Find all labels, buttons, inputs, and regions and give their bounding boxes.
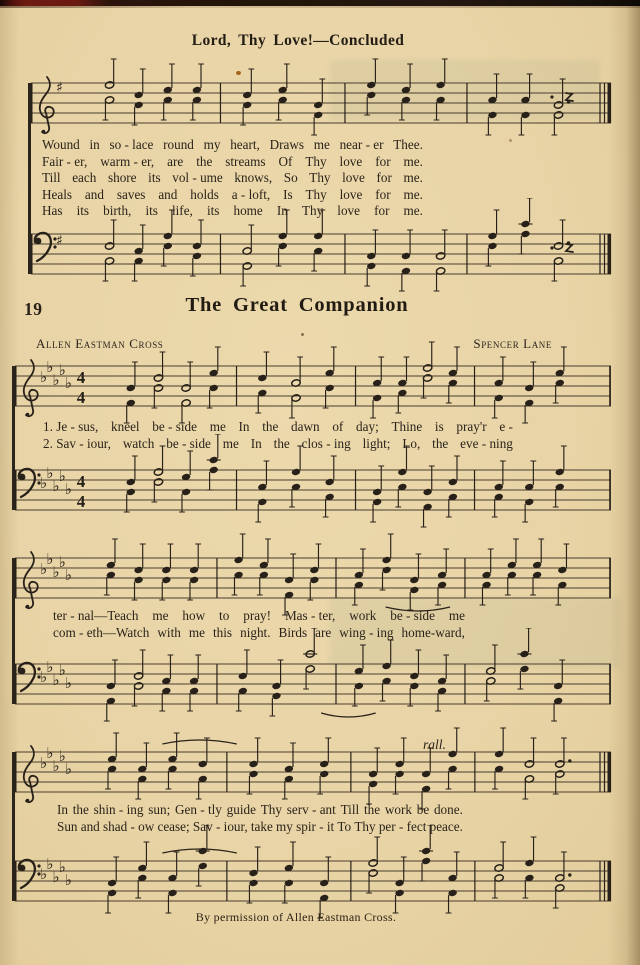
lyric-token: light; (362, 435, 391, 451)
svg-text:♯: ♯ (56, 233, 63, 249)
lyric-token: To (337, 818, 352, 834)
lyric-token: me. (403, 170, 423, 186)
hymn-author: Allen Eastman Cross (36, 336, 164, 351)
lyric-token: be - side (152, 419, 197, 434)
lyric-token: me (222, 435, 239, 451)
lyric-token: are (167, 153, 184, 169)
hymn-number: 19 (24, 299, 43, 319)
lyric-token: Till (340, 802, 360, 817)
lyric-token: Thy (305, 186, 327, 202)
svg-text:♭: ♭ (64, 566, 72, 584)
hymn-composer: Spencer Lane (473, 336, 552, 351)
svg-text:♭: ♭ (46, 744, 54, 762)
page-title: Lord, Thy Love!—Concluded (191, 32, 405, 49)
lyric-token: heart, (230, 137, 260, 152)
svg-text:♭: ♭ (52, 671, 60, 689)
svg-text:♭: ♭ (64, 760, 72, 778)
lyric-token: Heals (42, 186, 73, 202)
lyric-token: Fair - er, (42, 153, 88, 169)
lyric-token: me (188, 624, 205, 640)
lyric-token: Thy (301, 203, 324, 219)
lyric-token: wing - ing (339, 624, 394, 640)
lyric-token: Sav - iour, (192, 818, 248, 834)
lyric-token: Gen - tly (175, 802, 222, 817)
lyric-token: warm - er, (100, 153, 155, 169)
svg-text:♭: ♭ (58, 747, 66, 765)
svg-text:♭: ♭ (58, 361, 66, 379)
lyric-token: take (250, 818, 273, 834)
lyric-token: round (163, 137, 194, 152)
lyric-token: and (80, 818, 100, 834)
lyric-token: 1. Je - sus, (43, 419, 99, 434)
lyric-token: Is (283, 186, 293, 202)
svg-text:♭: ♭ (58, 467, 66, 485)
lyric-token: pray! (243, 608, 272, 623)
lyric-token: watch (122, 435, 155, 451)
svg-text:4: 4 (76, 388, 86, 407)
lyric-token: Thy (305, 153, 327, 169)
svg-text:♭: ♭ (40, 474, 48, 492)
lyric-token: dawn (291, 419, 320, 434)
lyric-token: me. (403, 153, 423, 169)
lyric-token: are (315, 624, 332, 640)
lyric-token: So (283, 170, 298, 186)
lyric-token: vol - ume (172, 170, 223, 186)
lyric-token: work (349, 608, 377, 623)
lyric-token: with (157, 624, 181, 640)
lyric-token: spir - it (296, 818, 335, 834)
lyric-token: me (313, 137, 330, 152)
svg-text:♭: ♭ (46, 464, 54, 482)
svg-text:♭: ♭ (46, 658, 54, 676)
svg-text:♭: ♭ (58, 553, 66, 571)
lyric-token: so - lace (109, 137, 154, 152)
svg-text:♯: ♯ (56, 80, 63, 96)
lyric-token: In (238, 419, 250, 434)
permission-note: By permission of Allen Eastman Cross. (195, 910, 397, 924)
svg-text:♭: ♭ (52, 371, 60, 389)
lyric-token: per - fect (378, 818, 427, 834)
lyric-token: Of (278, 153, 293, 169)
lyric-token: this (213, 624, 233, 640)
lyric-token: knows, (234, 170, 273, 186)
lyric-token: how (182, 608, 206, 623)
svg-text:♭: ♭ (52, 868, 60, 886)
svg-text:♭: ♭ (64, 374, 72, 392)
lyric-line (42, 154, 423, 171)
lyric-token: be (416, 802, 430, 817)
lyric-token: Birds (278, 624, 308, 640)
svg-text:♭: ♭ (64, 871, 72, 889)
lyric-token: be - side (166, 435, 211, 451)
lyric-token: pray'r (456, 419, 487, 434)
svg-text:♭: ♭ (58, 661, 66, 679)
lyric-token: 2. Sav - iour, (43, 435, 111, 451)
lyric-token: love (339, 186, 363, 202)
svg-text:♭: ♭ (40, 368, 48, 386)
svg-text:4: 4 (76, 472, 86, 491)
svg-text:♭: ♭ (46, 550, 54, 568)
svg-text:4: 4 (76, 368, 86, 387)
lyric-token: is (434, 419, 444, 434)
svg-text:♭: ♭ (52, 477, 60, 495)
lyric-token: ter - nal—Teach (53, 608, 139, 623)
lyric-token: its (76, 203, 90, 219)
lyric-token: each (72, 170, 97, 186)
lyric-token: life, (171, 203, 193, 219)
lyric-token: the (72, 802, 89, 817)
lyric-token: home-ward, (401, 624, 465, 640)
svg-text:♭: ♭ (52, 757, 60, 775)
lyric-token: my (276, 818, 293, 834)
lyric-token: for (375, 186, 391, 202)
hymn-title: The Great Companion (185, 294, 409, 316)
lyric-token: In (276, 203, 288, 219)
lyric-token: Thine (391, 419, 423, 434)
lyric-token: day; (356, 419, 379, 434)
lyric-token: home (233, 203, 263, 219)
lyric-token: Sun (57, 818, 78, 834)
lyric-token: com - eth—Watch (53, 624, 150, 640)
lyric-token: near - er (339, 137, 384, 152)
lyric-token: its (145, 203, 158, 219)
lyric-token: eve - ning (460, 435, 513, 451)
lyric-token: me (152, 608, 169, 623)
lyric-token: done. (433, 802, 463, 817)
lyric-token: me (448, 608, 465, 623)
lyric-token: Mas - ter, (284, 608, 336, 623)
svg-text:♭: ♭ (52, 563, 60, 581)
lyric-token: for (375, 153, 391, 169)
lyric-token: clos - ing (301, 435, 351, 451)
lyric-token: Draws (269, 137, 305, 152)
lyric-token: In (250, 435, 262, 451)
lyric-token: Thy (354, 818, 376, 834)
lyric-token: shad - ow (102, 818, 155, 834)
book-top-edge-shadow (0, 6, 640, 8)
lyric-token: shin - ing (93, 802, 144, 817)
lyric-token: and (158, 186, 178, 202)
lyric-line (53, 608, 465, 625)
lyric-token: night. (240, 624, 271, 640)
lyric-token: me. (403, 186, 423, 202)
lyric-line (42, 137, 423, 154)
lyric-token: be - side (390, 608, 435, 623)
lyric-token: Wound (42, 137, 80, 152)
svg-text:♭: ♭ (46, 358, 54, 376)
lyric-token: a - loft, (231, 186, 271, 202)
lyric-token: shore (107, 170, 137, 186)
lyric-token: the (273, 435, 290, 451)
lyric-token: of (332, 419, 344, 434)
tempo-marking: rall. (423, 737, 446, 752)
lyric-token: to (219, 608, 230, 623)
lyric-token: love (342, 170, 365, 186)
svg-text:4: 4 (76, 492, 86, 511)
lyric-token: my (203, 137, 221, 152)
lyric-token: for (376, 170, 392, 186)
svg-text:♭: ♭ (46, 855, 54, 873)
lyric-token: the (262, 419, 279, 434)
lyric-token: work (384, 802, 412, 817)
lyric-token: me. (403, 203, 423, 219)
lyric-token: the (432, 435, 449, 451)
lyric-token: me (209, 419, 226, 434)
lyric-token: guide (226, 802, 256, 817)
lyric-token: sun; (148, 802, 171, 817)
lyric-token: Has (42, 203, 63, 219)
lyric-token: saves (116, 186, 146, 202)
lyric-token: serv - ant (286, 802, 336, 817)
lyric-token: Thy (309, 170, 331, 186)
lyric-token: Thy (260, 802, 282, 817)
lyric-token: peace. (429, 818, 463, 834)
lyric-token: its (148, 170, 161, 186)
lyric-token: In (57, 802, 68, 817)
svg-text:♭: ♭ (64, 674, 72, 692)
lyric-token: love (339, 153, 363, 169)
lyric-token: for (374, 203, 390, 219)
lyric-token: in (89, 137, 100, 152)
lyric-token: the (363, 802, 381, 817)
svg-text:♭: ♭ (40, 865, 48, 883)
lyric-token: Till (42, 170, 61, 186)
lyric-token: cease; (157, 818, 190, 834)
lyric-token: holds (190, 186, 219, 202)
lyric-token: the (196, 153, 213, 169)
svg-text:♭: ♭ (64, 480, 72, 498)
lyric-token: streams (225, 153, 266, 169)
svg-text:♭: ♭ (40, 560, 48, 578)
lyric-token: kneel (111, 419, 140, 434)
lyric-line (42, 170, 423, 187)
lyric-token: its (206, 203, 220, 219)
svg-text:♭: ♭ (40, 668, 48, 686)
lyric-token: love (337, 203, 360, 219)
lyric-line (57, 802, 463, 819)
svg-text:♭: ♭ (58, 858, 66, 876)
svg-text:♭: ♭ (40, 754, 48, 772)
lyric-token: e - (499, 419, 513, 434)
lyric-token: and (84, 186, 104, 202)
lyric-token: birth, (103, 203, 132, 219)
lyric-token: Thee. (393, 137, 423, 152)
lyric-token: Lo, (402, 435, 421, 451)
